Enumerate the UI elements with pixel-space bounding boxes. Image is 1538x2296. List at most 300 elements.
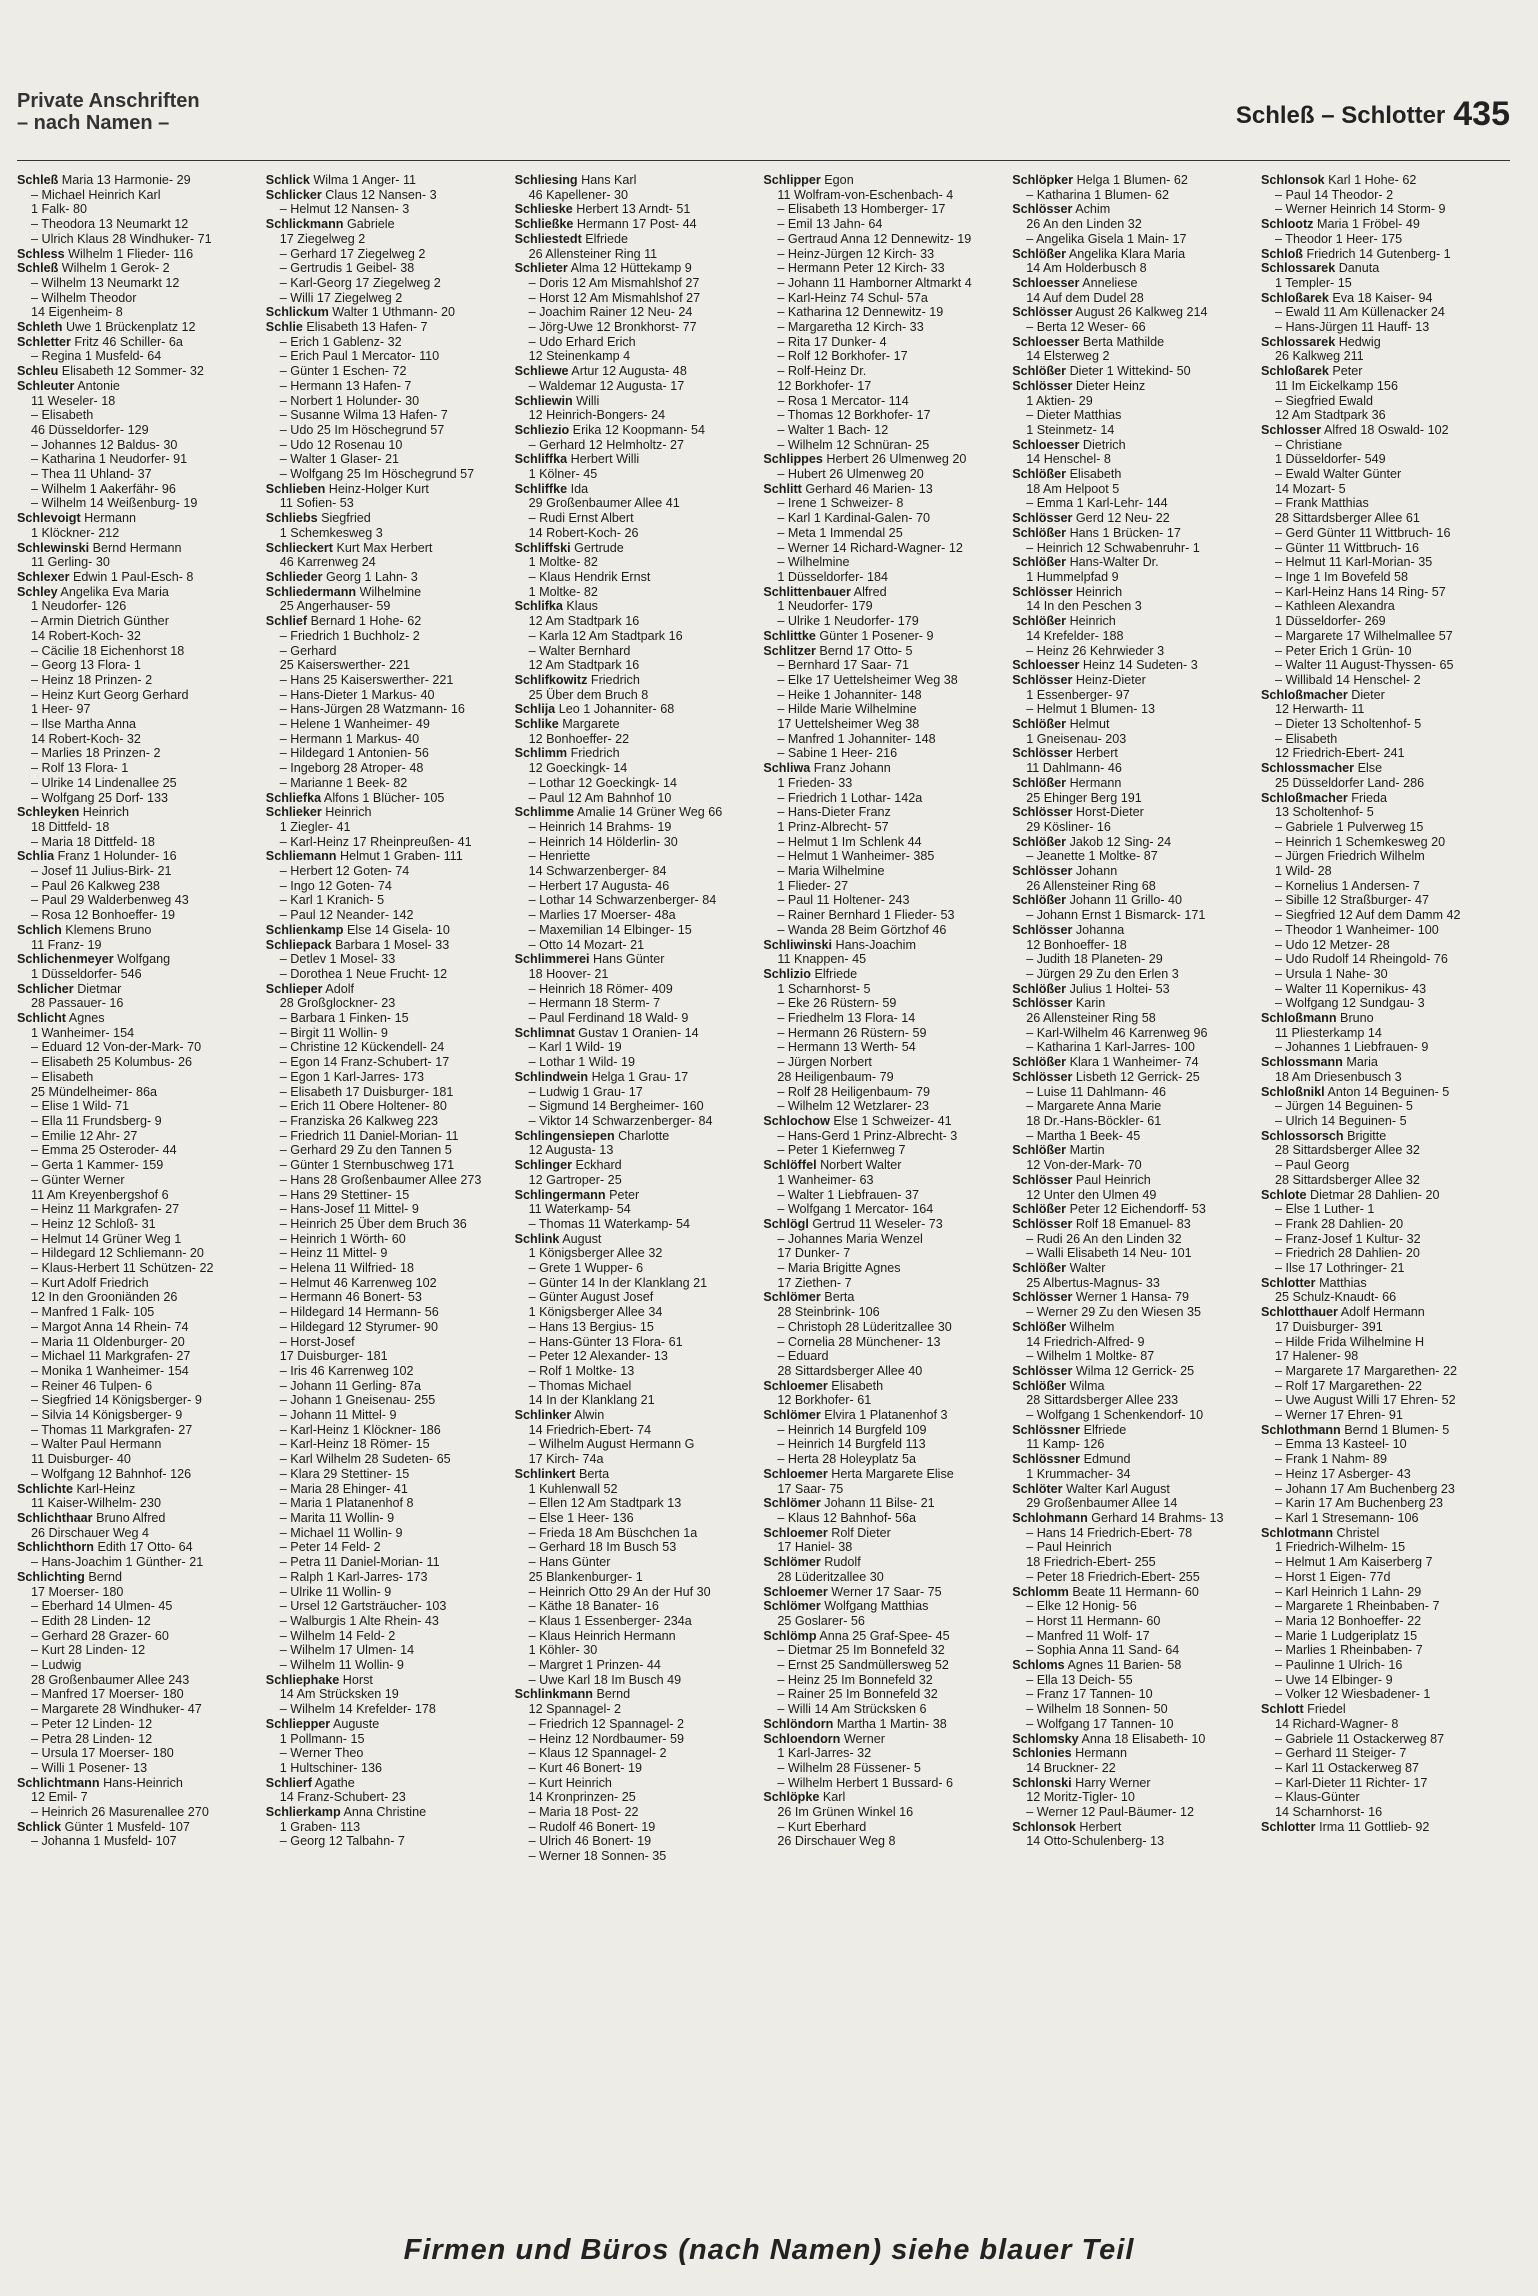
directory-entry [266,1305,509,1320]
surname: Schloßnikl [1260,1084,1325,1099]
entry-details: 14 Am Holderbusch 8 [1026,261,1147,276]
directory-entry [1261,893,1504,908]
surname: Schloesser [1012,334,1080,349]
surname: Schlitzer [763,643,816,658]
directory-entry [266,1335,509,1350]
directory-entry [763,776,1006,791]
directory-entry [1012,732,1255,747]
surname: Schliwinski [763,937,832,952]
entry-details: – Walter 1 Glaser- 21 [279,452,400,467]
entry-details: – Iris 46 Karrenweg 102 [279,1363,414,1378]
entry-details: 1 Neudorfer- 179 [777,599,873,614]
directory-entry [515,1437,758,1452]
surname: Schlija [514,702,556,717]
directory-entry [17,1276,260,1291]
directory-entry [1261,1070,1504,1085]
entry-details: – Friedrich 28 Dahlien- 20 [1274,1246,1420,1261]
directory-entry [763,1526,1006,1541]
directory-entry [266,1790,509,1805]
directory-entry [1261,688,1504,703]
directory-entry [17,746,260,761]
directory-entry [266,717,509,732]
directory-entry [17,1732,260,1747]
directory-entry [763,1217,1006,1232]
directory-entry [515,1276,758,1291]
entry-details: – Karl 11 Ostackerweg 87 [1274,1760,1419,1775]
directory-entry [17,232,260,247]
directory-entry [1261,467,1504,482]
entry-details: – Emma 13 Kasteel- 10 [1274,1437,1407,1452]
directory-entry [266,1540,509,1555]
directory-entry [1261,349,1504,364]
directory-entry [1261,217,1504,232]
entry-details: 1 Prinz-Albrecht- 57 [777,819,889,834]
directory-entry [763,320,1006,335]
entry-details: 1 Kölner- 45 [528,467,598,482]
directory-entry [266,1496,509,1511]
directory-entry [17,1585,260,1600]
directory-entry [1012,1335,1255,1350]
directory-entry [266,1585,509,1600]
entry-details: – Elisabeth [1274,731,1338,746]
entry-details: – Karl-Heinz 17 Rheinpreußen- 41 [279,834,472,849]
entry-details: – Walburgis 1 Alte Rhein- 43 [279,1613,439,1628]
directory-entry [17,1496,260,1511]
directory-entry [266,188,509,203]
entry-details: 1 Krummacher- 34 [1026,1466,1131,1481]
entry-details: Elfriede [581,231,628,246]
directory-entry [763,247,1006,262]
directory-entry [515,261,758,276]
surname: Schlotthauer [1260,1305,1338,1320]
entry-details: – Katharina 1 Karl-Jarres- 100 [1026,1040,1195,1055]
surname: Schlösser [1012,584,1073,599]
entry-details: – Emma 1 Karl-Lehr- 144 [1026,496,1168,511]
entry-details: – Rolf 12 Borkhofer- 17 [777,349,908,364]
entry-details: – Hildegard 1 Antonien- 56 [279,746,429,761]
entry-details: – Hans-Günter 13 Flora- 61 [528,1334,683,1349]
directory-entry [266,1114,509,1129]
entry-details: – Michael 11 Wollin- 9 [279,1525,403,1540]
directory-entry [763,173,1006,188]
directory-entry [17,364,260,379]
entry-details: Dietmar 28 Dahlien- 20 [1306,1187,1440,1202]
directory-entry [17,1232,260,1247]
directory-entry [515,1717,758,1732]
directory-entry [763,732,1006,747]
entry-details: – Hans 13 Bergius- 15 [528,1319,654,1334]
entry-details: – Christoph 28 Lüderitzallee 30 [777,1319,952,1334]
directory-entry [1261,864,1504,879]
directory-entry [266,1805,509,1820]
directory-entry [266,1085,509,1100]
entry-details: 1 Düsseldorfer- 184 [777,569,888,584]
entry-details: – Wilhelm 14 Weißenburg- 19 [31,496,198,511]
directory-entry [763,1099,1006,1114]
directory-entry [515,482,758,497]
entry-details: – Helmut 11 Karl-Morian- 35 [1274,555,1433,570]
footer-note: Firmen und Büros (nach Namen) siehe blauer Teil [403,2234,1135,2266]
entry-details: 17 Halener- 98 [1274,1349,1359,1364]
directory-entry [763,688,1006,703]
directory-entry [266,1746,509,1761]
directory-entry [1261,408,1504,423]
surname: Schlichthorn [17,1540,94,1555]
directory-entry [266,732,509,747]
entry-details: Gerhard 14 Brahms- 13 [1087,1510,1224,1525]
entry-details: – Wilhelm 18 Sonnen- 50 [1026,1702,1168,1717]
surname: Schloemer [763,1378,828,1393]
directory-entry [1012,1599,1255,1614]
directory-entry [266,202,509,217]
surname: Schlevoigt [17,511,81,526]
entry-details: – Peter 12 Linden- 12 [31,1716,153,1731]
entry-details: – Karl-Heinz 18 Römer- 15 [279,1437,430,1452]
surname: Schlösser [1012,996,1073,1011]
entry-details: – Heinrich 12 Schwabenruhr- 1 [1026,540,1200,555]
entry-details: – Paul Heinrich [1026,1540,1112,1555]
entry-details: 1 Moltke- 82 [528,555,598,570]
entry-details: – Wilhelm 28 Füssener- 5 [777,1760,921,1775]
directory-entry [17,1408,260,1423]
directory-entry [1261,776,1504,791]
surname: Schliffke [514,481,568,496]
directory-entry [1261,1011,1504,1026]
surname: Schlößer [1012,467,1067,482]
entry-details: Heinz-Dieter [1072,672,1146,687]
surname: Schloms [1012,1658,1065,1673]
directory-entry [763,923,1006,938]
entry-details: Bruno [1336,1011,1374,1026]
directory-entry [515,1040,758,1055]
surname: Schloesser [1012,437,1080,452]
entry-details: 14 Richard-Wagner- 8 [1274,1716,1399,1731]
directory-entry [266,908,509,923]
directory-entry [1012,1570,1255,1585]
directory-entry [266,1173,509,1188]
directory-entry [1261,1290,1504,1305]
directory-entry [515,1496,758,1511]
entry-details: – Eberhard 14 Ulmen- 45 [31,1599,173,1614]
entry-details: Danuta [1335,261,1380,276]
directory-entry [266,1732,509,1747]
directory-entry [17,1070,260,1085]
entry-details: Friedrich 14 Gutenberg- 1 [1302,246,1451,261]
directory-entry [515,1687,758,1702]
entry-details: Wilhelm 1 Flieder- 116 [64,246,194,261]
directory-entry [266,305,509,320]
entry-details: – Werner 12 Paul-Bäumer- 12 [1026,1805,1194,1820]
directory-entry [515,202,758,217]
entry-details: 11 Im Eickelkamp 156 [1274,378,1398,393]
directory-entry [17,173,260,188]
surname: Schlienkamp [265,922,344,937]
surname: Schlitt [763,481,802,496]
entry-details: Edmund [1080,1452,1131,1467]
directory-entry [266,438,509,453]
surname: Schlieker [265,805,322,820]
directory-entry [1261,1055,1504,1070]
directory-entry [266,1452,509,1467]
entry-details: – Margarete 28 Windhuker- 47 [31,1702,202,1717]
directory-entry [763,702,1006,717]
entry-details: – Sigmund 14 Bergheimer- 160 [528,1099,704,1114]
entry-details: 11 Gerling- 30 [31,555,110,570]
directory-entry [515,511,758,526]
directory-entry [1261,1114,1504,1129]
entry-details: 14 Scharnhorst- 16 [1274,1805,1383,1820]
directory-entry [763,261,1006,276]
surname: Schliewin [514,393,573,408]
surname: Schlömer [763,1290,821,1305]
directory-entry [515,996,758,1011]
directory-entry [1012,1467,1255,1482]
directory-entry [1012,1511,1255,1526]
directory-entry [17,1746,260,1761]
entry-details: – Hans 29 Stettiner- 15 [279,1187,410,1202]
surname: Schlößer [1012,555,1067,570]
entry-details: – Käthe 18 Banater- 16 [528,1599,659,1614]
directory-entry [763,1188,1006,1203]
surname: Schlößer [1012,893,1067,908]
directory-entry [515,1746,758,1761]
entry-details: – Hermann Peter 12 Kirch- 33 [777,261,945,276]
entry-details: – Willi 17 Ziegelweg 2 [279,290,403,305]
directory-entry [1261,761,1504,776]
directory-entry [266,658,509,673]
entry-details: Ida [567,481,589,496]
entry-details: – Gerhard 12 Helmholtz- 27 [528,437,684,452]
surname: Schlexer [17,569,70,584]
directory-entry [763,452,1006,467]
directory-entry [515,658,758,673]
directory-entry [515,1026,758,1041]
directory-entry [763,217,1006,232]
directory-entry [266,1276,509,1291]
entry-details: – Friedrich 12 Spannagel- 2 [528,1716,685,1731]
entry-details: – Peter Erich 1 Grün- 10 [1274,643,1412,658]
surname: Schlonies [1012,1746,1072,1761]
entry-details: Gabriele [343,217,395,232]
entry-details: 28 Sittardsberger Allee 32 [1274,1143,1420,1158]
directory-entry [763,908,1006,923]
surname: Schlomsky [1012,1731,1079,1746]
entry-details: 1 Falk- 80 [31,202,87,217]
entry-details: Erika 12 Koopmann- 54 [569,422,706,437]
directory-entry [1261,1364,1504,1379]
entry-details: – Karl-Wilhelm 46 Karrenweg 96 [1026,1025,1208,1040]
entry-details: – Christiane [1274,437,1343,452]
entry-details: – Ewald Walter Günter [1274,467,1402,482]
directory-entry [17,1687,260,1702]
entry-details: 14 Krefelder- 188 [1026,628,1124,643]
entry-details: – Jürgen 14 Beguinen- 5 [1274,1099,1413,1114]
directory-entry [1261,1349,1504,1364]
entry-details: – Heinz 11 Mittel- 9 [279,1246,388,1261]
directory-entry [266,820,509,835]
directory-entry [1261,1643,1504,1658]
entry-details: – Hermann 18 Sterm- 7 [528,996,661,1011]
entry-details: 11 Duisburger- 40 [31,1452,131,1467]
entry-details: – Johannes Maria Wenzel [777,1231,923,1246]
entry-details: – Werner 18 Sonnen- 35 [528,1849,667,1864]
entry-details: Rudolf [820,1555,861,1570]
entry-details: – Else 1 Luther- 1 [1274,1202,1375,1217]
directory-entry [763,364,1006,379]
directory-entry [17,202,260,217]
surname: Schlimme [514,805,575,820]
entry-details: – Jörg-Uwe 12 Bronkhorst- 77 [528,320,697,335]
directory-entry [763,1820,1006,1835]
entry-details: – Erich 11 Obere Holtener- 80 [279,1099,447,1114]
surname: Schlickum [265,305,329,320]
surname: Schliemann [265,849,337,864]
entry-details: Wilhelm [1066,1319,1115,1334]
entry-details: – Hans-Josef 11 Mittel- 9 [279,1202,419,1217]
entry-details: – Paul 12 Am Bahnhof 10 [528,790,672,805]
entry-details: – Berta 12 Weser- 66 [1026,320,1146,335]
entry-details: Helga 1 Blumen- 62 [1073,173,1188,187]
surname: Schlink [514,1231,560,1246]
entry-details: Friedel [1303,1702,1346,1717]
entry-details: Julius 1 Holtei- 53 [1066,981,1170,996]
directory-entry [17,305,260,320]
directory-entry [763,1114,1006,1129]
directory-entry [515,1188,758,1203]
entry-details: Fritz 46 Schiller- 6a [70,334,183,349]
surname: Schlieske [514,202,573,217]
entry-details: – Dorothea 1 Neue Frucht- 12 [279,966,448,981]
entry-details: Hans Günter [589,952,665,967]
directory-entry [1261,1673,1504,1688]
directory-entry [1012,188,1255,203]
entry-details: 28 Passauer- 16 [31,996,124,1011]
entry-details: 46 Kapellener- 30 [528,187,629,202]
directory-entry [266,364,509,379]
directory-entry [17,452,260,467]
entry-details: 14 Am Strücksken 19 [279,1687,399,1702]
directory-entry [266,791,509,806]
entry-details: Rolf Dieter [827,1525,891,1540]
directory-entry [515,496,758,511]
entry-details: – Peter 14 Feld- 2 [279,1540,381,1555]
entry-details: 17 Uettelsheimer Weg 38 [777,717,920,732]
directory-entry [515,423,758,438]
surname: Schlösser [1012,1172,1073,1187]
surname: Schlifka [514,599,563,614]
directory-entry [1012,893,1255,908]
directory-entry [1261,232,1504,247]
directory-entry [515,849,758,864]
entry-details: – Katharina 12 Dennewitz- 19 [777,305,944,320]
entry-details: Gertrude [570,540,624,555]
surname: Schlösser [1012,922,1073,937]
directory-entry [17,938,260,953]
directory-entry [1012,1746,1255,1761]
directory-entry [1012,379,1255,394]
surname: Schlömer [763,1599,821,1614]
directory-entry [17,247,260,262]
entry-details: Bernd [592,1687,631,1702]
directory-entry [1261,1482,1504,1497]
entry-details: Herbert Willi [567,452,640,467]
entry-details: – Cornelia 28 Münchener- 13 [777,1334,941,1349]
entry-details: – Ilse Martha Anna [31,717,137,732]
directory-entry [763,1305,1006,1320]
directory-entry [1012,423,1255,438]
entry-details: – Walter 11 August-Thyssen- 65 [1274,658,1454,673]
directory-entry [266,1040,509,1055]
entry-details: – Wanda 28 Beim Görtzhof 46 [777,922,947,937]
directory-entry [17,1246,260,1261]
entry-details: 28 Heiligenbaum- 79 [777,1069,894,1084]
directory-entry [1012,1070,1255,1085]
entry-details: – Elke 12 Honig- 56 [1026,1599,1137,1614]
entry-details: – Johann 17 Am Buchenberg 23 [1274,1481,1455,1496]
entry-details: – Margret 1 Prinzen- 44 [528,1658,661,1673]
entry-details: 1 Königsberger Allee 34 [528,1305,663,1320]
directory-entry [1261,1717,1504,1732]
directory-entry [266,761,509,776]
entry-details: Horst [339,1672,373,1687]
directory-entry [515,570,758,585]
directory-entry [763,996,1006,1011]
entry-details: – Heinz 11 Markgrafen- 27 [31,1202,180,1217]
entry-details: – Udo Erhard Erich [528,334,636,349]
directory-entry [266,849,509,864]
directory-entry [17,791,260,806]
entry-details: 28 Sittardsberger Allee 233 [1026,1393,1179,1408]
surname: Schlizio [763,966,811,981]
directory-entry [1012,849,1255,864]
entry-details: – Ernst 25 Sandmüllersweg 52 [777,1658,949,1673]
directory-entry [266,511,509,526]
directory-entry [1261,879,1504,894]
directory-entry [1012,1482,1255,1497]
entry-details: – Henriette [528,849,591,864]
entry-details: Kurt Max Herbert [333,540,433,555]
entry-details: Rolf 18 Emanuel- 83 [1072,1216,1191,1231]
directory-entry [763,526,1006,541]
directory-entry [515,1849,758,1864]
entry-details: Else 1 Schweizer- 41 [829,1114,952,1128]
directory-entry [266,555,509,570]
entry-details: Horst-Dieter [1072,805,1144,820]
entry-details: – Ursula 17 Moerser- 180 [31,1746,174,1761]
entry-details: – Reiner 46 Tulpen- 6 [31,1378,153,1393]
entry-details: Walter [1066,1261,1106,1276]
surname: Schlößer [1012,246,1067,261]
directory-entry [17,717,260,732]
entry-details: 12 Friedrich-Ebert- 241 [1274,746,1405,761]
entry-details: – Margarete 17 Margarethen- 22 [1274,1363,1457,1378]
directory-entry [763,1717,1006,1732]
surname: Schlösser [1012,378,1073,393]
directory-entry [17,1158,260,1173]
entry-details: – Siegfried Ewald [1274,393,1373,408]
entry-details: – Joachim Rainer 12 Neu- 24 [528,305,693,320]
entry-details: Heinrich [1066,614,1116,629]
entry-details: 12 Am Stadtpark 36 [1274,408,1386,423]
surname: Schlie [265,320,303,335]
entry-details: – Wolfgang 17 Tannen- 10 [1026,1716,1174,1731]
entry-details: – Heinz-Jürgen 12 Kirch- 33 [777,246,935,261]
entry-details: – Ingo 12 Goten- 74 [279,878,392,893]
entry-details: – Karl 1 Wild- 19 [528,1040,622,1055]
directory-entry [763,835,1006,850]
directory-entry [515,923,758,938]
surname: Schliedermann [265,584,357,599]
